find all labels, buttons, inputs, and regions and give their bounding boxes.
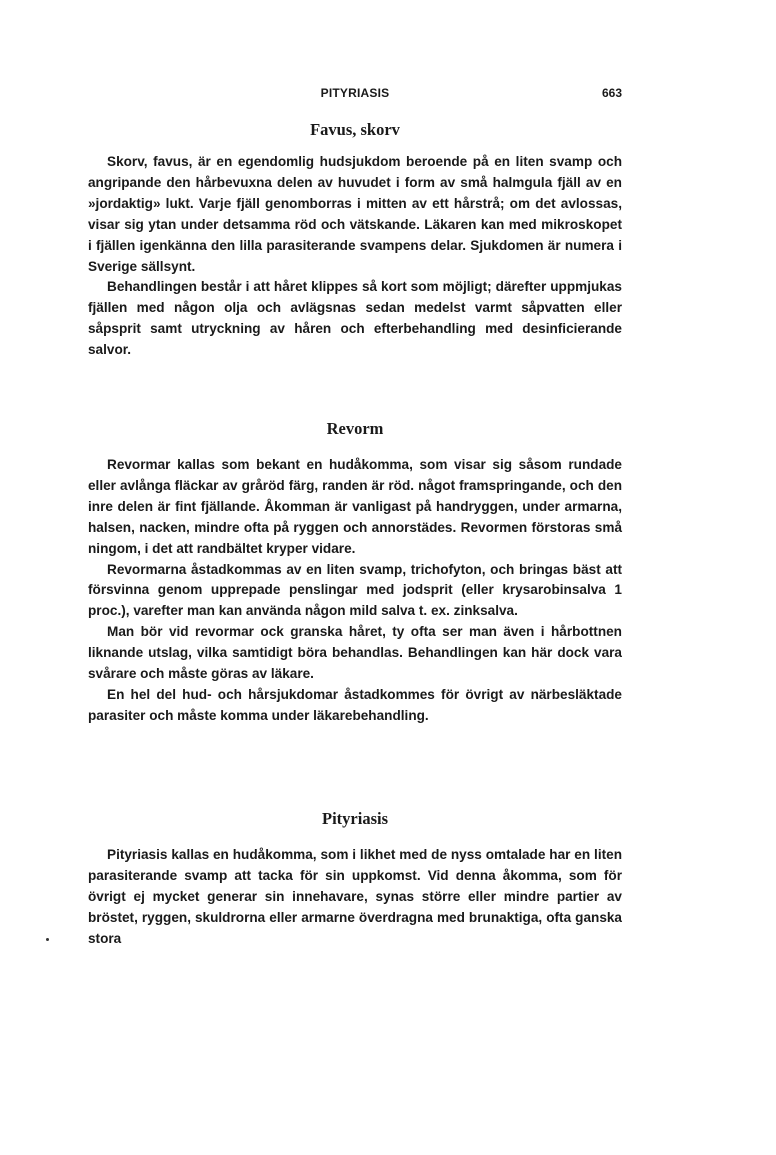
paragraph: Revormar kallas som bekant en hudåkomma, som visar sig såsom rundade eller avlånga fläckar av gråröd färg, randen är röd. något framspringande, och den inre delen är fint fjällande. Åkomman är vanligast på handryggen, under armarna, halsen, nacken, mindre ofta på ryggen och annorstädes. Revormen förstoras små ningom, i det att randbältet kryper vidare. — [88, 457, 622, 556]
running-header — [88, 86, 622, 106]
running-title: PITYRIASIS — [320, 86, 390, 100]
page-number: 663 — [601, 86, 622, 100]
section-body-pityriasis — [88, 845, 622, 950]
paragraph: Pityriasis kallas en hudåkomma, som i likhet med de nyss omtalade har en liten parasiterande svamp att tacka för sin uppkomst. Vid denna åkomma, som för övrigt ej mycket generar sin innehavare, synas större eller mindre partier av bröstet, ryggen, skuldrorna eller armarne överdragna med brunaktiga, ofta ganska stora — [88, 847, 622, 946]
paragraph: Behandlingen består i att håret klippes så kort som möjligt; därefter uppmjukas fjällen med någon olja och avlägsnas sedan medelst varmt såpvatten eller såpsprit samt utryckning av håren och efterbehandling med desinficierande salvor. — [88, 279, 622, 358]
section-body-favus — [88, 152, 622, 361]
paragraph: Revormarna åstadkommas av en liten svamp, trichofyton, och bringas bäst att försvinna genom upprepade penslingar med jodsprit (eller krysarobinsalva 1 proc.), varefter man kan använda någon mild salva t. ex. zinksalva. — [88, 561, 622, 619]
paragraph: En hel del hud- och hårsjukdomar åstadkommes för övrigt av närbesläktade parasiter och måste komma under läkarebehandling. — [88, 686, 622, 723]
paragraph: Man bör vid revormar ock granska håret, ty ofta ser man även i hårbottnen liknande utslag, vilka samtidigt böra behandlas. Behandlingen kan här dock vara svårare och måste göras av läkare. — [88, 624, 622, 682]
section-heading-pityriasis: Pityriasis — [322, 809, 388, 828]
section-body-revorm — [88, 455, 622, 727]
margin-mark — [46, 938, 49, 941]
section-heading-favus: Favus, skorv — [310, 120, 400, 139]
paragraph: Skorv, favus, är en egendomlig hudsjukdom beroende på en liten svamp och angripande den hårbevuxna delen av huvudet i form av små halmgula fjäll av en »jordaktig» lukt. Varje fjäll genomborras i mitten av ett hårstrå; om det avlossas, visar sig ytan under detsamma röd och vätskande. Läkaren kan med mikroskopet i fjällen igenkänna den lilla parasiterande svampens delar. Sjukdomen är numera i Sverige sällsynt. — [88, 154, 622, 274]
section-heading-revorm: Revorm — [326, 419, 384, 438]
